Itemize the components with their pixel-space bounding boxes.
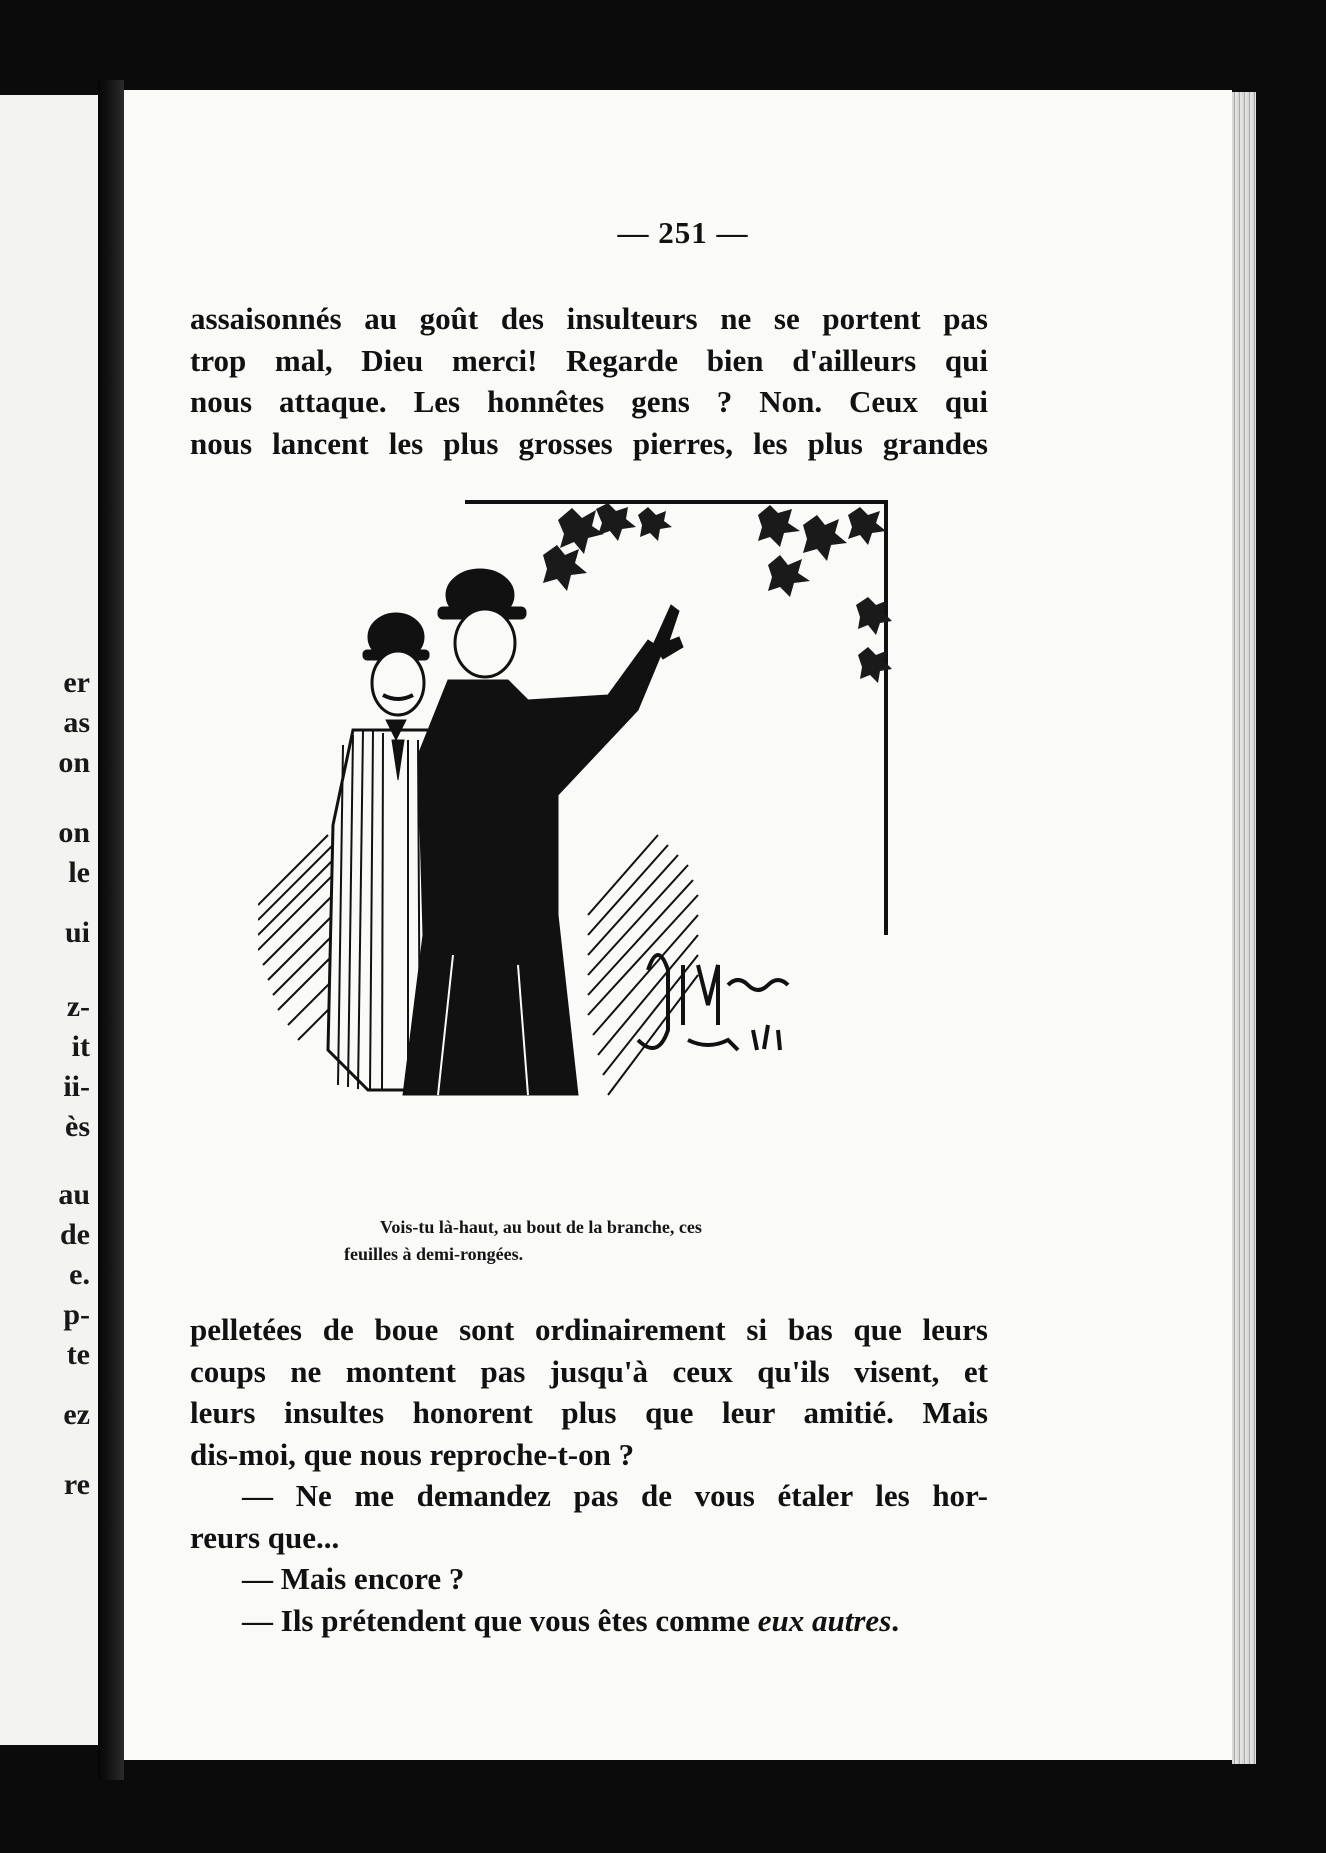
previous-page-fragment (0, 95, 98, 1745)
left-page-text: ès (65, 1110, 90, 1143)
top-paragraph (190, 298, 988, 464)
dialogue-line: — Ne me demandez pas de vous étaler les hor- (242, 1478, 988, 1513)
text-line: trop mal, Dieu merci! Regarde bien d'ailleurs qui (190, 342, 988, 378)
dialogue-text: — Ils prétendent que vous êtes comme (242, 1602, 758, 1638)
text-line: assaisonnés au goût des insulteurs ne se portent pas (190, 301, 988, 336)
text-line: reurs que... (190, 1519, 340, 1555)
italic-phrase: eux autres (757, 1602, 892, 1638)
illustration-caption (344, 1214, 844, 1268)
text-line: coups ne montent pas jusqu'à ceux qu'ils visent, et (190, 1353, 988, 1389)
page-number: — 251 — (617, 215, 749, 250)
left-page-text: p- (63, 1298, 90, 1331)
page-edge (1232, 92, 1256, 1764)
left-page-text: au (58, 1178, 90, 1211)
caption-line: Vois-tu là-haut, au bout de la branche, ces (380, 1217, 702, 1237)
text-line: dis-moi, que nous reproche-t-on ? (190, 1436, 635, 1472)
leaves (543, 503, 892, 683)
left-page-text: le (68, 856, 90, 889)
left-page-text: e. (69, 1258, 90, 1291)
left-page-text: ez (63, 1398, 90, 1431)
priest-figure (403, 569, 683, 1095)
left-page-text: on (58, 746, 90, 779)
left-page-text: ui (64, 916, 90, 949)
dialogue-line: — Mais encore ? (242, 1561, 465, 1596)
left-page-text: z- (66, 990, 90, 1023)
left-page-text: it (71, 1030, 90, 1063)
left-page-text: re (63, 1468, 90, 1501)
text-line: nous attaque. Les honnêtes gens ? Non. Ceux qui (190, 384, 988, 419)
left-page-text: er (63, 666, 90, 699)
left-page-text: ii- (63, 1070, 90, 1103)
text-line: pelletées de boue sont ordinairement si bas que leurs (190, 1312, 988, 1347)
left-page-text: te (66, 1338, 90, 1371)
book-spine-shadow (98, 80, 124, 1780)
text-line: nous lancent les plus grosses pierres, les plus grandes (190, 425, 988, 461)
bottom-paragraph (190, 1309, 988, 1641)
left-page-text: on (58, 816, 90, 849)
engraving-illustration (258, 495, 898, 1203)
text-line: leurs insultes honorent plus que leur amitié. Mais (190, 1395, 988, 1430)
dialogue-line (190, 1600, 988, 1642)
punctuation: . (891, 1602, 900, 1638)
left-page-text: as (63, 706, 90, 739)
caption-line: feuilles à demi-rongées. (344, 1244, 524, 1264)
left-page-text: de (60, 1218, 90, 1251)
